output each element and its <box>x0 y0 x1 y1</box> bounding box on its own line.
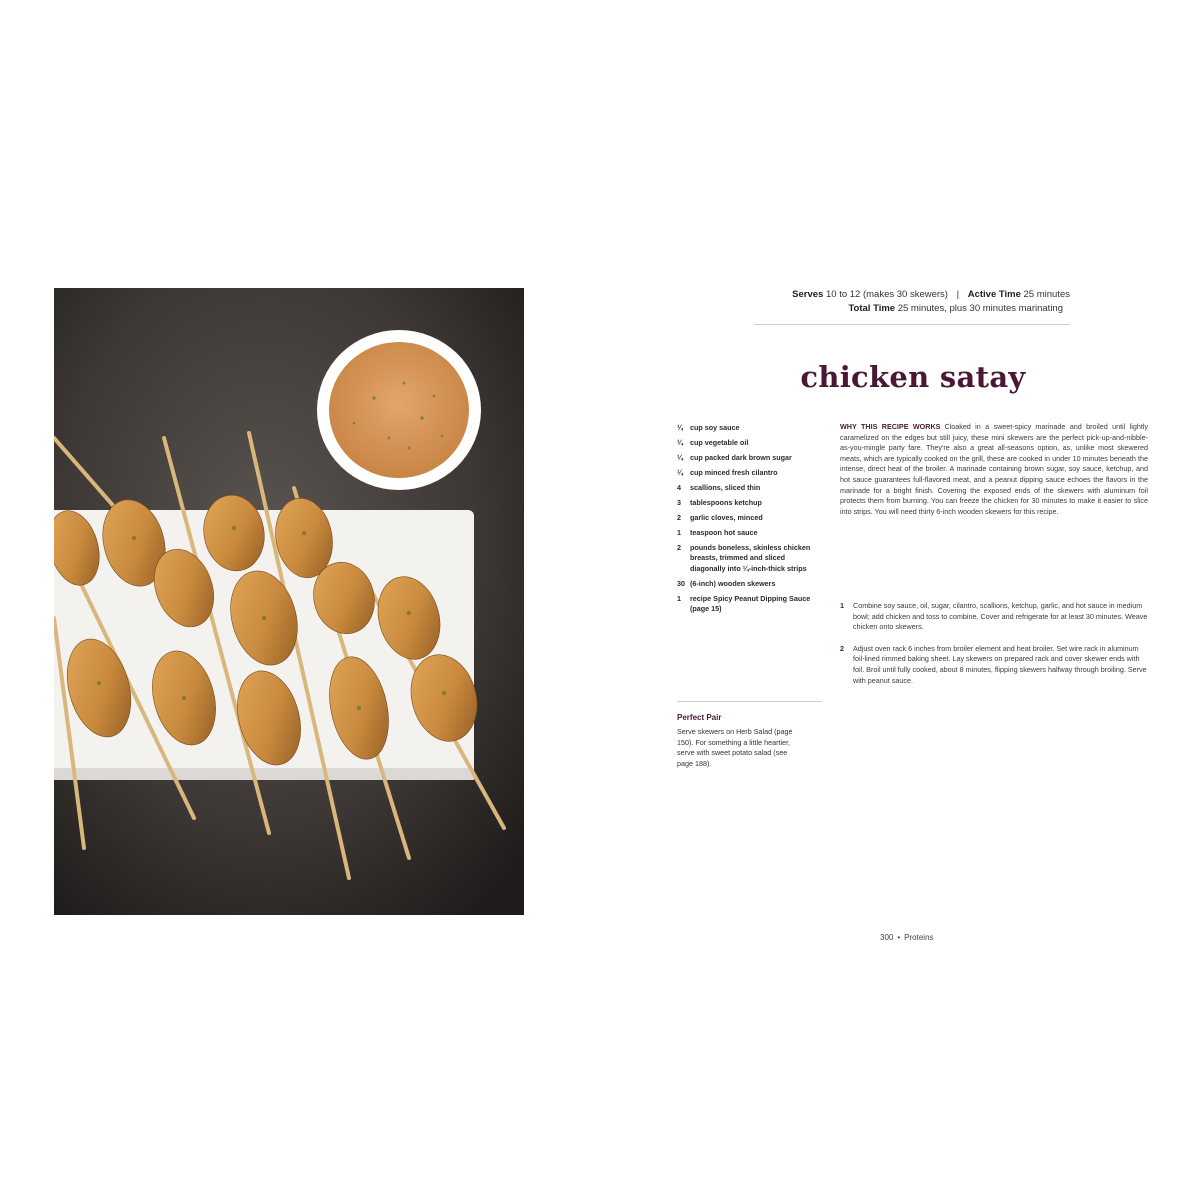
ingredient-item <box>677 483 822 493</box>
serves-value: 10 to 12 (makes 30 skewers) <box>825 289 948 300</box>
ingredient-text: pounds boneless, skinless chicken breasts, trimmed and sliced diagonally into ¼-inch-thick strips <box>690 543 811 573</box>
ingredient-qty: 3 <box>677 498 681 507</box>
step-item <box>840 601 1148 633</box>
total-time-label: Total Time <box>848 303 896 314</box>
ingredient-item <box>677 423 822 433</box>
ingredient-qty: ¼ <box>677 468 683 477</box>
ingredient-item <box>677 453 822 463</box>
perfect-pair-text: Serve skewers on Herb Salad (page 150). For something a little heartier, serve with sweet potato salad (see page 188). <box>677 727 793 768</box>
recipe-title: chicken satay <box>800 360 1026 394</box>
section-name: Proteins <box>904 933 934 942</box>
ingredient-text: teaspoon hot sauce <box>690 528 758 537</box>
serves-label: Serves <box>792 289 824 300</box>
ingredient-text: (6-inch) wooden skewers <box>690 578 776 588</box>
ingredient-item <box>677 528 822 538</box>
ingredient-item <box>677 438 822 448</box>
ingredient-text: cup soy sauce <box>690 423 740 432</box>
ingredient-text: garlic cloves, minced <box>690 513 763 522</box>
meta-separator: | <box>956 289 960 300</box>
perfect-pair-title: Perfect Pair <box>677 713 722 722</box>
ingredient-qty: 1 <box>677 593 681 603</box>
ingredient-qty: ¼ <box>677 423 683 432</box>
ingredient-qty: 1 <box>677 528 681 537</box>
why-label: WHY THIS RECIPE WORKS <box>840 422 941 431</box>
step-number: 2 <box>840 643 844 653</box>
ingredient-text: cup vegetable oil <box>690 438 749 447</box>
ingredient-qty: ¼ <box>677 438 683 447</box>
recipe-meta-line-1 <box>700 288 1070 302</box>
ingredient-text: tablespoons ketchup <box>690 498 762 507</box>
active-time-value: 25 minutes <box>1023 289 1070 300</box>
recipe-photo <box>54 288 524 915</box>
ingredient-list <box>677 423 822 619</box>
ingredient-qty: 4 <box>677 483 681 492</box>
ingredient-item <box>677 498 822 508</box>
ingredient-text: cup packed dark brown sugar <box>690 453 792 462</box>
ingredient-qty: 2 <box>677 543 681 552</box>
why-text: Cloaked in a sweet-spicy marinade and broiled until lightly caramelized on the edges but still juicy, these mini skewers are the perfect pick-up-and-nibble-as-you-mingle party fare. They're also a great all-seasons option, as, unlike most skewered meats, which are typically cooked on the grill, these are cooked in under 10 minutes beneath the intense, direct heat of the broiler. A marinade containing brown sugar, soy sauce, ketchup, and hot sauce guarantees full-flavored meat, and a peanut dipping sauce echoes the flavors in the marinade for a bright finish. Covering the exposed ends of the skewers with aluminum foil protects them from burning. You can freeze the chicken for 30 minutes to make it easier to slice into strips. You will need thirty 6-inch wooden skewers for this recipe. <box>840 422 1149 516</box>
active-time-label: Active Time <box>967 289 1021 300</box>
chicken-satay-photo-icon <box>54 288 524 915</box>
ingredient-item <box>677 513 822 523</box>
recipe-steps <box>840 601 1148 697</box>
why-this-recipe-works <box>840 422 1148 517</box>
ingredient-qty: 30 <box>677 578 685 588</box>
meta-divider <box>754 324 1070 325</box>
footer-dot: • <box>897 933 901 942</box>
ingredient-qty: 2 <box>677 513 681 522</box>
ingredient-item <box>677 543 822 574</box>
step-number: 1 <box>840 601 844 610</box>
ingredient-qty: ¼ <box>677 453 683 462</box>
ingredient-item <box>677 468 822 478</box>
perfect-pair-divider <box>677 701 822 702</box>
total-time-value: 25 minutes, plus 30 minutes marinating <box>897 303 1063 314</box>
recipe-meta-line-2 <box>690 302 1063 316</box>
step-text: Adjust oven rack 6 inches from broiler element and heat broiler. Set wire rack in aluminum foil-lined rimmed baking sheet. Lay skewers on prepared rack and cover skewer ends with foil. Broil until fully cooked, about 8 minutes, flipping skewers halfway through broiling. Serve with peanut sauce. <box>853 643 1147 685</box>
step-item <box>840 644 1148 686</box>
ingredient-item <box>677 579 822 589</box>
ingredient-text: cup minced fresh cilantro <box>690 468 778 477</box>
step-text: Combine soy sauce, oil, sugar, cilantro, scallions, ketchup, garlic, and hot sauce in medium bowl; add chicken and toss to combine. Cover and refrigerate for at least 30 minutes. Weave chicken onto skewers. <box>853 601 1148 632</box>
page-footer <box>880 933 934 942</box>
ingredient-text: scallions, sliced thin <box>690 483 761 492</box>
page-number: 300 <box>880 933 894 942</box>
ingredient-text: recipe Spicy Peanut Dipping Sauce (page 15) <box>690 593 811 614</box>
ingredient-item <box>677 594 822 615</box>
